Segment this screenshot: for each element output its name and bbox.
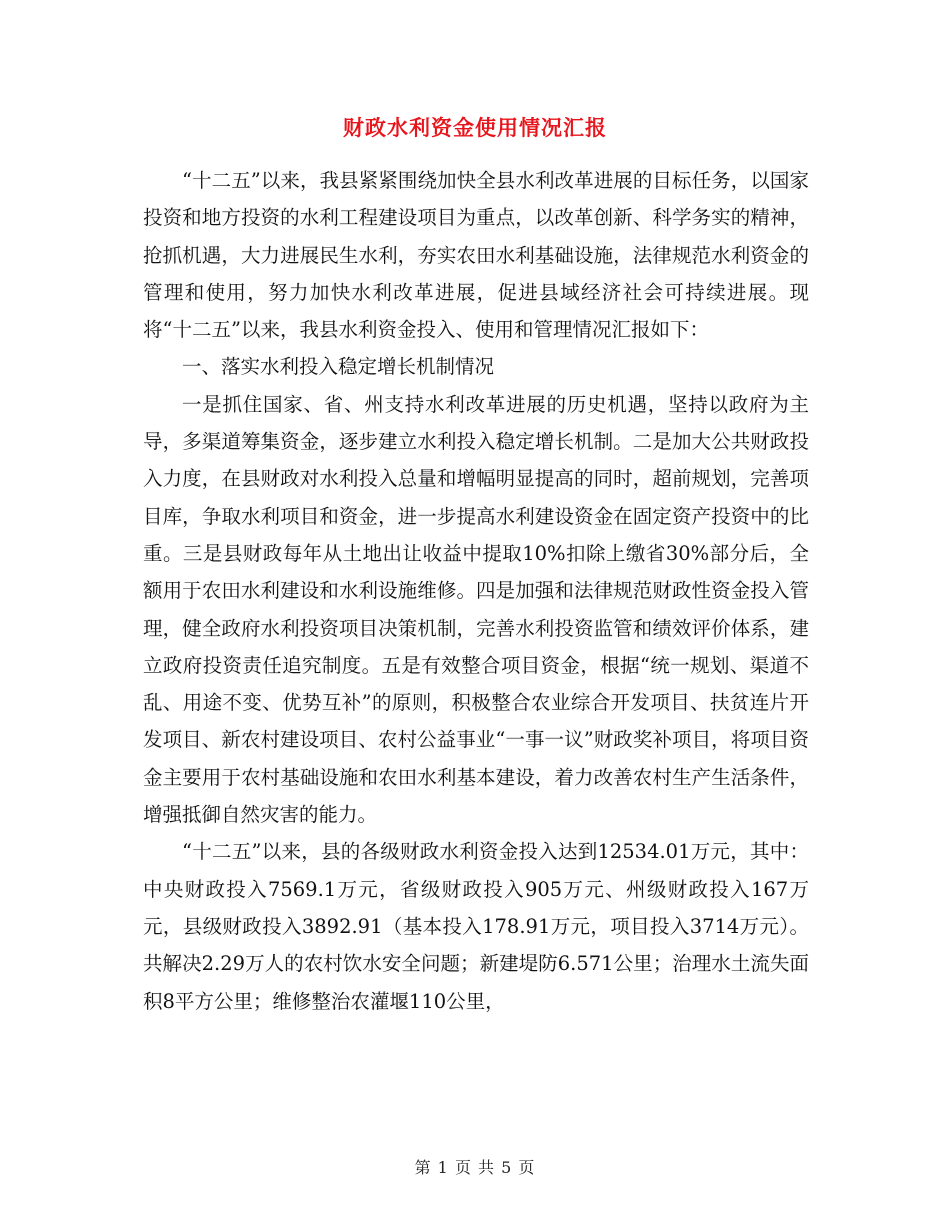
paragraph-intro: “十二五”以来，我县紧紧围绕加快全县水利改革进展的目标任务，以国家投资和地方投资的水利工程建设项目为重点，以改革创新、科学务实的精神，抢抓机遇，大力进展民生水利，夯实农田水利基础设施，法律规范水利资金的管理和使用，努力加快水利改革进展，促进县域经济社会可持续进展。现将“十二五”以来，我县水利资金投入、使用和管理情况汇报如下：: [143, 169, 809, 342]
section-heading-1: 一、落实水利投入稳定增长机制情况: [182, 355, 495, 379]
page-footer: 第 1 页 共 5 页: [414, 1158, 536, 1177]
document-title: 财政水利资金使用情况汇报: [343, 115, 607, 140]
paragraph-measures: 一是抓住国家、省、州支持水利改革进展的历史机遇，坚持以政府为主导，多渠道筹集资金，逐步建立水利投入稳定增长机制。二是加大公共财政投入力度，在县财政对水利投入总量和增幅明显提高的同时，超前规划，完善项目库，争取水利项目和资金，进一步提高水利建设资金在固定资产投资中的比重。三是县财政每年从土地出让收益中提取10%扣除上缴省30%部分后，全额用于农田水利建设和水利设施维修。四是加强和法律规范财政性资金投入管理，健全政府水利投资项目决策机制，完善水利投资监管和绩效评价体系，建立政府投资责任追究制度。五是有效整合项目资金，根据“统一规划、渠道不乱、用途不变、优势互补”的原则，积极整合农业综合开发项目、扶贫连片开发项目、新农村建设项目、农村公益事业“一事一议”财政奖补项目，将项目资金主要用于农村基础设施和农田水利基本建设，着力改善农村生产生活条件，增强抵御自然灾害的能力。: [143, 392, 809, 827]
paragraph-funding: “十二五”以来，县的各级财政水利资金投入达到12534.01万元，其中：中央财政投入7569.1万元，省级财政投入905万元、州级财政投入167万元，县级财政投入3892.91（基本投入178.91万元，项目投入3714万元）。共解决2.29万人的农村饮水安全问题；新建堤防6.571公里；治理水土流失面积8平方公里；维修整治农灌堰110公里，: [143, 840, 809, 1013]
document-body: [143, 162, 809, 1020]
